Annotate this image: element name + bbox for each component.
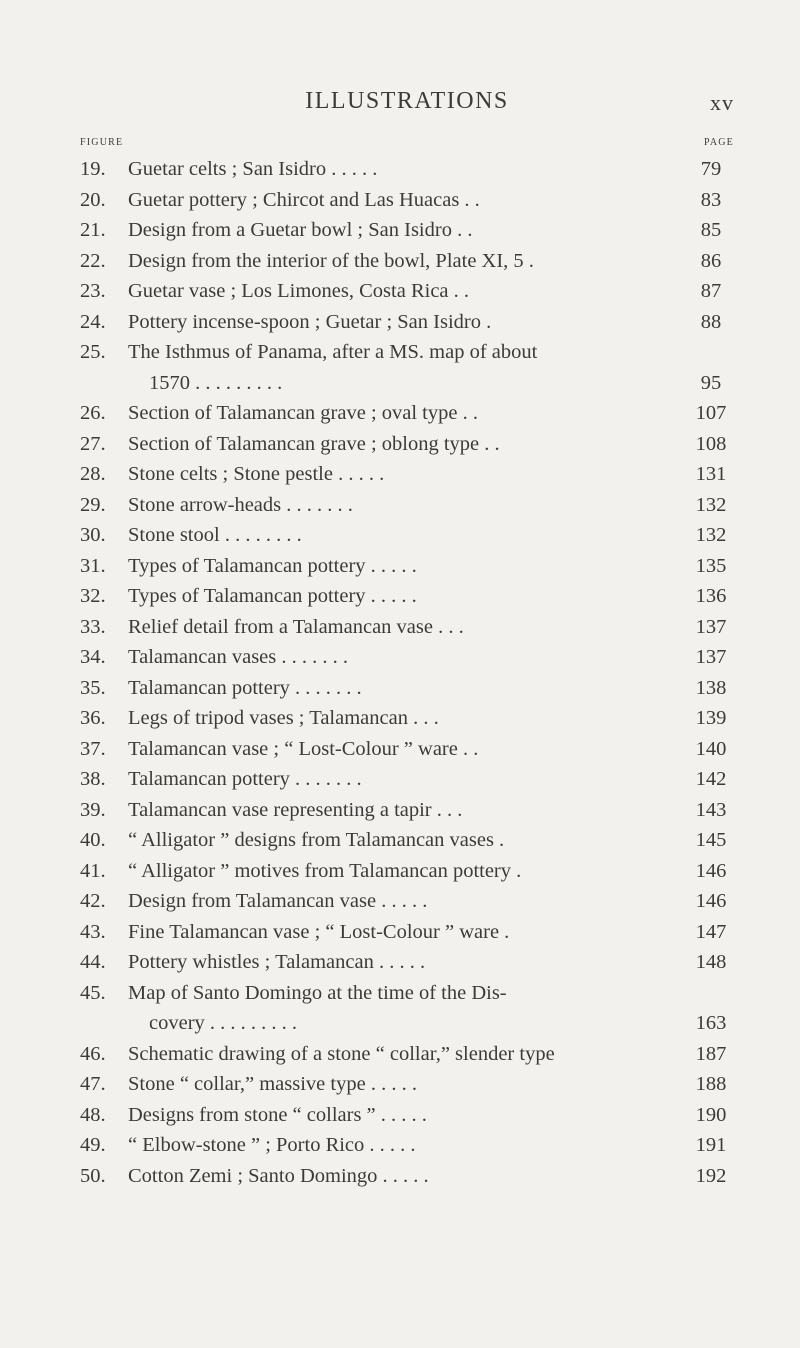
- page-ref: 135: [695, 554, 727, 577]
- page-ref: 146: [695, 859, 727, 882]
- page-ref: 87: [700, 280, 722, 302]
- list-item: [80, 764, 734, 795]
- figure-title: Map of Santo Domingo at the time of the Dis-: [128, 981, 507, 1004]
- figure-number: 48.: [80, 1103, 106, 1126]
- figure-title: “ Alligator ” motives from Talamancan pottery .: [128, 859, 522, 882]
- page-ref: 188: [695, 1073, 727, 1095]
- figure-title: Relief detail from a Talamancan vase . . .: [128, 615, 464, 638]
- figure-number: 50.: [80, 1164, 106, 1187]
- figure-number: 42.: [80, 890, 106, 912]
- figure-number: 21.: [80, 219, 106, 241]
- figure-number: 35.: [80, 676, 106, 699]
- figure-number: 20.: [80, 188, 106, 211]
- figure-title: “ Alligator ” designs from Talamancan vases .: [128, 829, 505, 851]
- page-ref: 95: [700, 371, 722, 394]
- list-item: [80, 917, 734, 948]
- list-item: [80, 703, 734, 734]
- figure-title: Stone celts ; Stone pestle . . . . .: [128, 463, 385, 485]
- page-ref: 79: [700, 158, 722, 180]
- list-item: [80, 429, 734, 460]
- list-item: [80, 337, 734, 398]
- list-item: [80, 246, 734, 277]
- figure-title: Talamancan pottery . . . . . . .: [128, 768, 362, 790]
- page-ref: 137: [695, 615, 727, 638]
- figure-title: “ Elbow-stone ” ; Porto Rico . . . . .: [128, 1134, 416, 1156]
- list-item: [80, 459, 734, 490]
- page-title: ILLUSTRATIONS: [305, 88, 509, 114]
- page-ref: 191: [695, 1134, 727, 1156]
- figure-number: 22.: [80, 249, 106, 272]
- list-item: [80, 856, 734, 887]
- figure-title: Talamancan vase representing a tapir . . .: [128, 798, 463, 821]
- figure-number: 37.: [80, 737, 106, 760]
- figure-number: 19.: [80, 158, 106, 180]
- list-item: [80, 154, 734, 185]
- list-item: [80, 734, 734, 765]
- figure-title: Design from the interior of the bowl, Plate XI, 5 .: [128, 249, 534, 272]
- page-column-label: PAGE: [704, 137, 734, 148]
- figure-title: Talamancan pottery . . . . . . .: [128, 676, 362, 699]
- figure-title: Cotton Zemi ; Santo Domingo . . . . .: [128, 1164, 429, 1187]
- list-item: [80, 673, 734, 704]
- figure-number: 39.: [80, 798, 106, 821]
- figure-title: Guetar vase ; Los Limones, Costa Rica . .: [128, 280, 470, 302]
- page-ref: 138: [695, 676, 727, 699]
- page-ref: 132: [695, 493, 727, 516]
- page-ref: 107: [695, 402, 727, 424]
- figure-title: Designs from stone “ collars ” . . . . .: [128, 1103, 427, 1126]
- page-number: xv: [710, 90, 734, 115]
- list-item: [80, 215, 734, 246]
- figure-number: 45.: [80, 981, 106, 1004]
- figure-title: Talamancan vase ; “ Lost-Colour ” ware . .: [128, 737, 479, 760]
- page-ref: 137: [695, 646, 727, 668]
- page-ref: 88: [700, 310, 722, 333]
- figure-number: 23.: [80, 280, 106, 302]
- list-item: [80, 612, 734, 643]
- figure-title: Guetar celts ; San Isidro . . . . .: [128, 158, 378, 180]
- list-item: [80, 1039, 734, 1070]
- list-item: [80, 825, 734, 856]
- figure-number: 41.: [80, 859, 106, 882]
- figure-number: 24.: [80, 310, 106, 333]
- figure-number: 31.: [80, 554, 106, 577]
- page-ref: 187: [695, 1042, 727, 1065]
- figure-title: Stone arrow-heads . . . . . . .: [128, 493, 353, 516]
- page-ref: 85: [700, 219, 722, 241]
- figure-title: The Isthmus of Panama, after a MS. map of about: [128, 341, 538, 363]
- running-head: [80, 86, 734, 126]
- figure-number: 28.: [80, 463, 106, 485]
- list-item: [80, 276, 734, 307]
- figure-number: 29.: [80, 493, 106, 516]
- figure-title: Design from a Guetar bowl ; San Isidro . .: [128, 219, 473, 241]
- page-ref: 192: [695, 1164, 727, 1187]
- list-item: [80, 642, 734, 673]
- list-item: [80, 398, 734, 429]
- figure-number: 40.: [80, 829, 106, 851]
- page-ref: 86: [700, 249, 722, 272]
- page-ref: 136: [695, 585, 727, 607]
- list-item: [80, 947, 734, 978]
- figure-number: 34.: [80, 646, 106, 668]
- page-ref: 83: [700, 188, 722, 211]
- list-item: [80, 1100, 734, 1131]
- list-item: [80, 978, 734, 1039]
- figure-number: 33.: [80, 615, 106, 638]
- list-item: [80, 795, 734, 826]
- figure-title: Section of Talamancan grave ; oblong type . .: [128, 432, 500, 455]
- figure-number: 27.: [80, 432, 106, 455]
- page-ref: 143: [695, 798, 727, 821]
- figure-title: Schematic drawing of a stone “ collar,” slender type: [128, 1042, 555, 1065]
- figure-title-continued: covery . . . . . . . . .: [149, 1012, 298, 1034]
- list-item: [80, 185, 734, 216]
- figure-title: Types of Talamancan pottery . . . . .: [128, 554, 417, 577]
- figure-number: 26.: [80, 402, 106, 424]
- figure-title: Fine Talamancan vase ; “ Lost-Colour ” ware .: [128, 920, 510, 943]
- page-ref: 148: [695, 951, 727, 973]
- figure-title: Section of Talamancan grave ; oval type . .: [128, 402, 478, 424]
- page-ref: 147: [695, 920, 727, 943]
- figure-number: 25.: [80, 341, 106, 363]
- figure-title-continued: 1570 . . . . . . . . .: [149, 371, 283, 394]
- figure-title: Legs of tripod vases ; Talamancan . . .: [128, 707, 439, 729]
- page-ref: 140: [695, 737, 727, 760]
- figure-number: 49.: [80, 1134, 106, 1156]
- illustrations-list: [80, 154, 734, 1191]
- figure-number: 32.: [80, 585, 106, 607]
- figure-number: 43.: [80, 920, 106, 943]
- figure-column-label: FIGURE: [80, 137, 124, 148]
- figure-title: Design from Talamancan vase . . . . .: [128, 890, 428, 912]
- list-item: [80, 520, 734, 551]
- list-item: [80, 581, 734, 612]
- list-item: [80, 307, 734, 338]
- page-ref: 163: [695, 1012, 727, 1034]
- column-labels: [80, 137, 734, 151]
- page-ref: 142: [695, 768, 727, 790]
- figure-title: Stone “ collar,” massive type . . . . .: [128, 1073, 417, 1095]
- page-ref: 131: [695, 463, 727, 485]
- figure-number: 44.: [80, 951, 106, 973]
- list-item: [80, 1161, 734, 1192]
- figure-title: Pottery incense-spoon ; Guetar ; San Isidro .: [128, 310, 492, 333]
- figure-title: Pottery whistles ; Talamancan . . . . .: [128, 951, 426, 973]
- figure-title: Guetar pottery ; Chircot and Las Huacas . .: [128, 188, 480, 211]
- page-ref: 146: [695, 890, 727, 912]
- figure-title: Talamancan vases . . . . . . .: [128, 646, 349, 668]
- page-ref: 132: [695, 524, 727, 546]
- figure-title: Types of Talamancan pottery . . . . .: [128, 585, 417, 607]
- figure-number: 46.: [80, 1042, 106, 1065]
- list-item: [80, 886, 734, 917]
- page-ref: 108: [695, 432, 727, 455]
- figure-number: 38.: [80, 768, 106, 790]
- figure-number: 30.: [80, 524, 106, 546]
- list-item: [80, 1130, 734, 1161]
- page-ref: 139: [695, 707, 727, 729]
- list-item: [80, 551, 734, 582]
- page-ref: 190: [695, 1103, 727, 1126]
- figure-number: 47.: [80, 1073, 106, 1095]
- list-item: [80, 490, 734, 521]
- page-ref: 145: [695, 829, 727, 851]
- figure-title: Stone stool . . . . . . . .: [128, 524, 302, 546]
- list-item: [80, 1069, 734, 1100]
- figure-number: 36.: [80, 707, 106, 729]
